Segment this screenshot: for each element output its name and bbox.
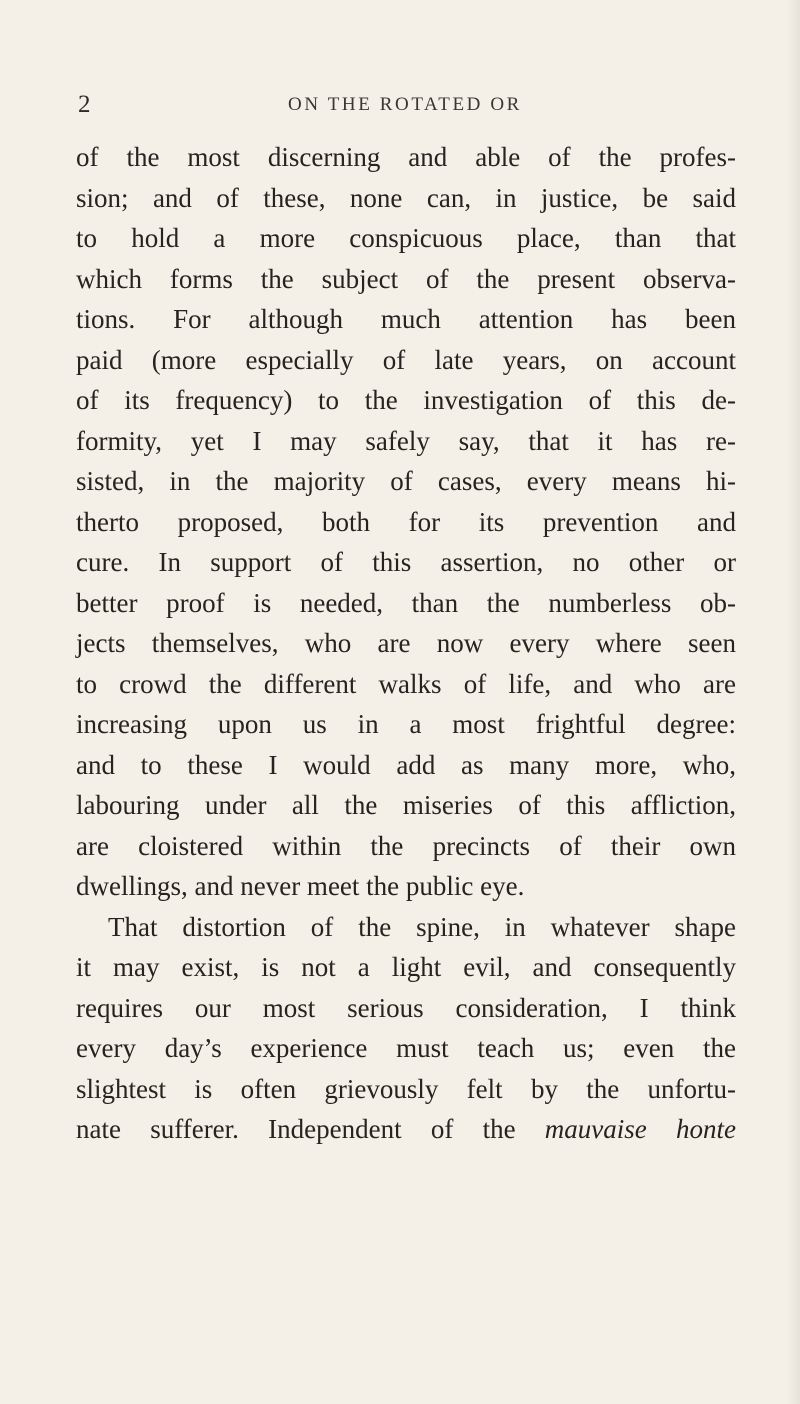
text-line-1: of the most discerning and able of the profes- [76,142,736,172]
text-line-2: sion; and of these, none can, in justice, be said [76,182,736,213]
text-line-6: paid (more especially of late years, on account [76,344,736,375]
text-line-4: which forms the subject of the present observa- [76,263,736,294]
text-line-19: dwellings, and never meet the public eye. [76,871,525,901]
text-line-24: slightest is often grievously felt by the unfortu- [76,1073,736,1104]
text-line-18: are cloistered within the precincts of their own [76,830,736,861]
text-line-16: and to these I would add as many more, who, [76,749,736,780]
text-line-14: to crowd the different walks of life, and who are [76,668,736,699]
text-line-3: to hold a more conspicuous place, than that [76,223,736,253]
text-line-15: increasing upon us in a most frightful degree: [76,709,736,739]
text-line-20: That distortion of the spine, in whatever shape [108,911,736,942]
text-line-23: every day’s experience must teach us; even the [76,1033,736,1063]
text-line-17: labouring under all the miseries of this affliction, [76,790,736,820]
text-line-22: requires our most serious consideration, I think [76,992,736,1023]
page-number: 2 [78,91,91,118]
text-line-25 [76,1109,736,1150]
text-line-11: cure. In support of this assertion, no other or [76,547,736,577]
text-line-8: formity, yet I may safely say, that it has re- [76,425,736,456]
body-text [76,137,736,1150]
text-line-5: tions. For although much attention has been [76,304,736,334]
text-line-21: it may exist, is not a light evil, and consequently [76,952,736,982]
text-line-10: therto proposed, both for its prevention and [76,506,736,537]
text-line-9: sisted, in the majority of cases, every means hi- [76,466,736,496]
text-line-7: of its frequency) to the investigation of this de- [76,385,736,415]
text-line-12: better proof is needed, than the numberless ob- [76,587,736,618]
final-line-text: nate sufferer. Independent of the [76,1114,545,1144]
page-header [0,90,800,120]
italic-phrase: mauvaise honte [544,1114,736,1144]
running-head: ON THE ROTATED OR [288,94,522,115]
text-line-13: jects themselves, who are now every where seen [76,628,736,658]
page-edge-shadow [786,0,800,1404]
